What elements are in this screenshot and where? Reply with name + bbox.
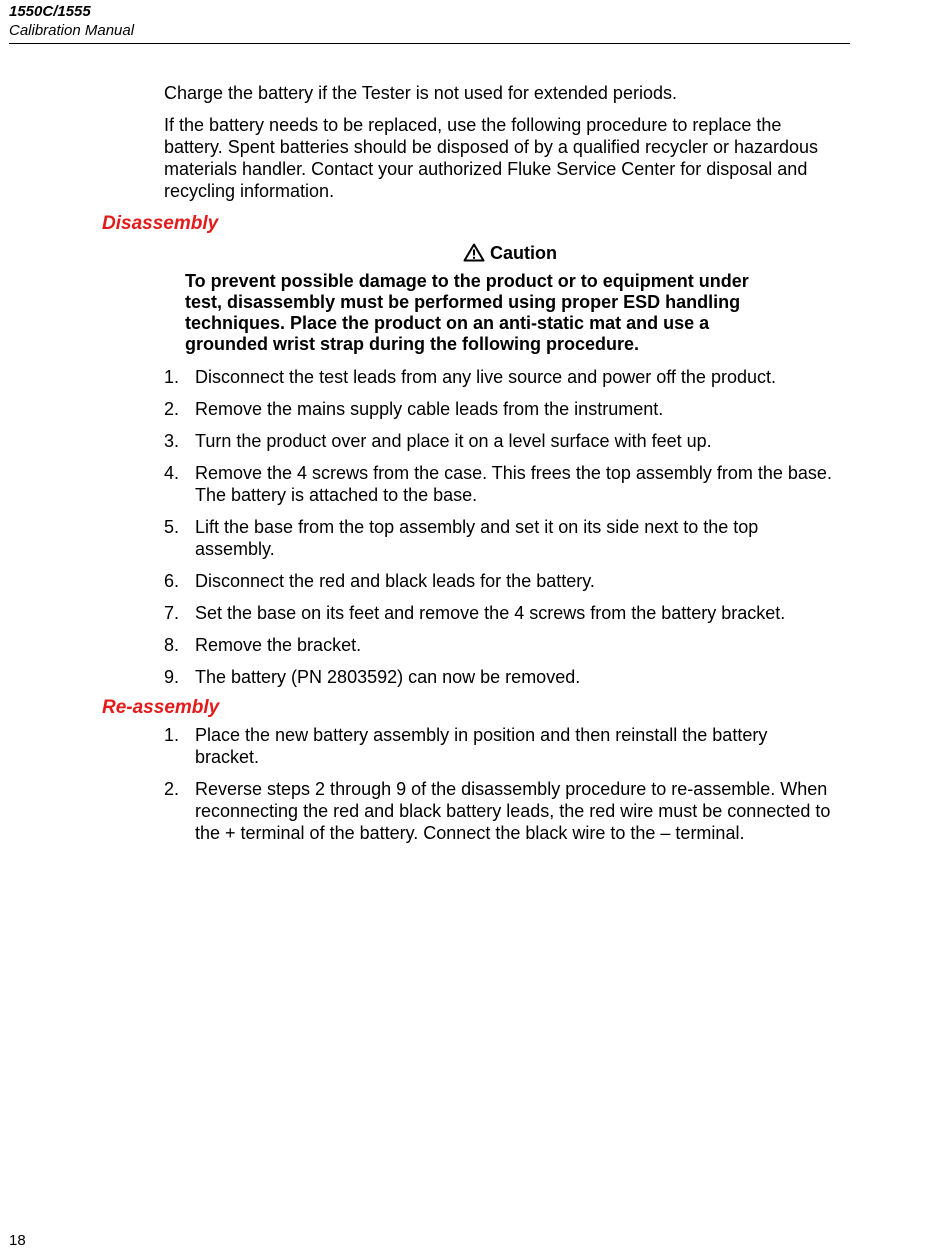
list-item: 3. Turn the product over and place it on a level surface with feet up.: [164, 431, 712, 451]
page-number: 18: [9, 1232, 26, 1249]
list-item: 4. Remove the 4 screws from the case. This frees the top assembly from the base. The battery is attached to the base.: [164, 463, 832, 505]
list-item: 2. Remove the mains supply cable leads from the instrument.: [164, 399, 664, 419]
intro-paragraph-replace: If the battery needs to be replaced, use the following procedure to replace the battery. Spent batteries should be disposed of by a qualified recycler or hazardous materials handler. Contact your authorized Fluke Service Center for disposal and recycling information.: [164, 115, 819, 201]
list-item: 2. Reverse steps 2 through 9 of the disassembly procedure to re-assemble. When reconnecting the red and black battery leads, the red wire must be connected to the + terminal of the battery. Connect the black wire to the – terminal.: [164, 779, 831, 843]
intro-paragraph-charge: Charge the battery if the Tester is not used for extended periods.: [164, 83, 677, 103]
list-item: 1. Disconnect the test leads from any live source and power off the product.: [164, 367, 776, 387]
caution-label: Caution: [490, 243, 557, 263]
section-heading-disassembly: Disassembly: [102, 213, 219, 234]
list-item: 7. Set the base on its feet and remove the 4 screws from the battery bracket.: [164, 603, 786, 623]
list-item: 9. The battery (PN 2803592) can now be removed.: [164, 667, 581, 687]
caution-title: [0, 242, 950, 267]
page-content: [0, 82, 950, 854]
reassembly-steps: [0, 724, 950, 844]
list-item: 5. Lift the base from the top assembly and set it on its side next to the top assembly.: [164, 517, 759, 559]
warning-triangle-icon: [463, 243, 485, 267]
model-number: 1550C/1555: [9, 3, 91, 20]
manual-title: Calibration Manual: [9, 22, 135, 39]
page-header: [9, 2, 850, 44]
caution-text: To prevent possible damage to the product or to equipment under test, disassembly must be performed using proper ESD handling techniques. Place the product on an anti-static mat and use a grounded wrist strap during the following procedure.: [185, 271, 749, 354]
list-item: 1. Place the new battery assembly in position and then reinstall the battery bracket.: [164, 725, 768, 767]
list-item: 6. Disconnect the red and black leads for the battery.: [164, 571, 595, 591]
list-item: 8. Remove the bracket.: [164, 635, 362, 655]
disassembly-steps: [0, 366, 950, 688]
section-heading-reassembly: Re-assembly: [102, 697, 220, 718]
